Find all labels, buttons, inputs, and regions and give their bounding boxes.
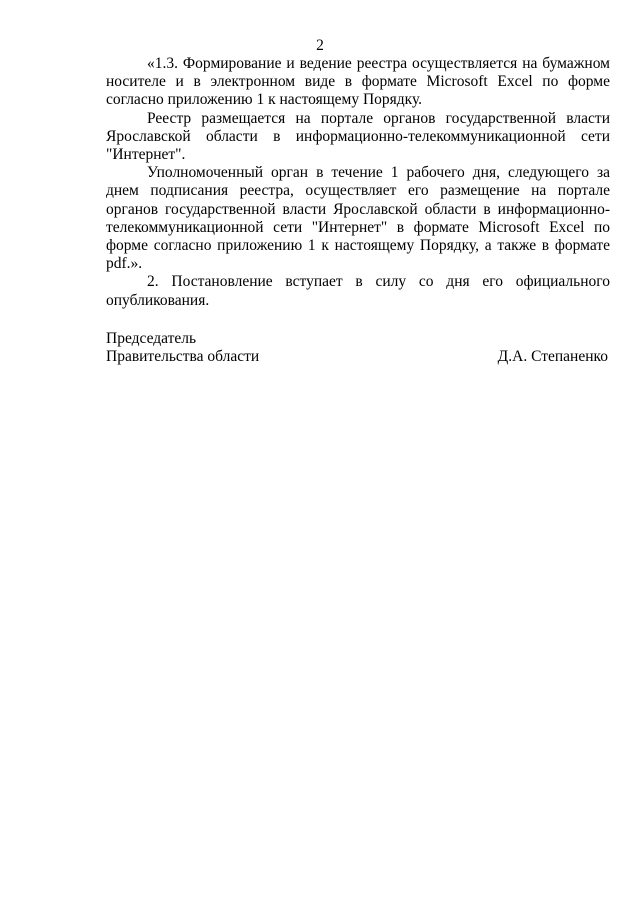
signatory-title-line1: Председатель bbox=[106, 330, 197, 347]
document-body bbox=[106, 55, 610, 310]
signature-block bbox=[106, 330, 610, 366]
page-number: 2 bbox=[316, 37, 324, 54]
signature-line bbox=[106, 348, 610, 366]
paragraph-registry-placement: Реестр размещается на портале органов государственной власти Ярославской области в информационно-телекоммуникационной сети "Интернет". bbox=[106, 109, 610, 164]
signatory-name: Д.А. Степаненко bbox=[497, 348, 608, 366]
paragraph-authorized-body: Уполномоченный орган в течение 1 рабочего дня, следующего за днем подписания реестра, осуществляет его размещение на портале органов государственной власти Ярославской области в информационно-телекоммуникационной сети "Интернет" в формате Microsoft Excel по форме согласно приложению 1 к настоящему Порядку, а также в формате pdf.». bbox=[106, 164, 610, 273]
paragraph-effective-date: 2. Постановление вступает в силу со дня его официального опубликования. bbox=[106, 273, 610, 309]
signatory-title-line2: Правительства области bbox=[106, 348, 260, 366]
paragraph-1-3: «1.3. Формирование и ведение реестра осуществляется на бумажном носителе и в электронном виде в формате Microsoft Excel по форме согласно приложению 1 к настоящему Порядку. bbox=[106, 55, 610, 109]
